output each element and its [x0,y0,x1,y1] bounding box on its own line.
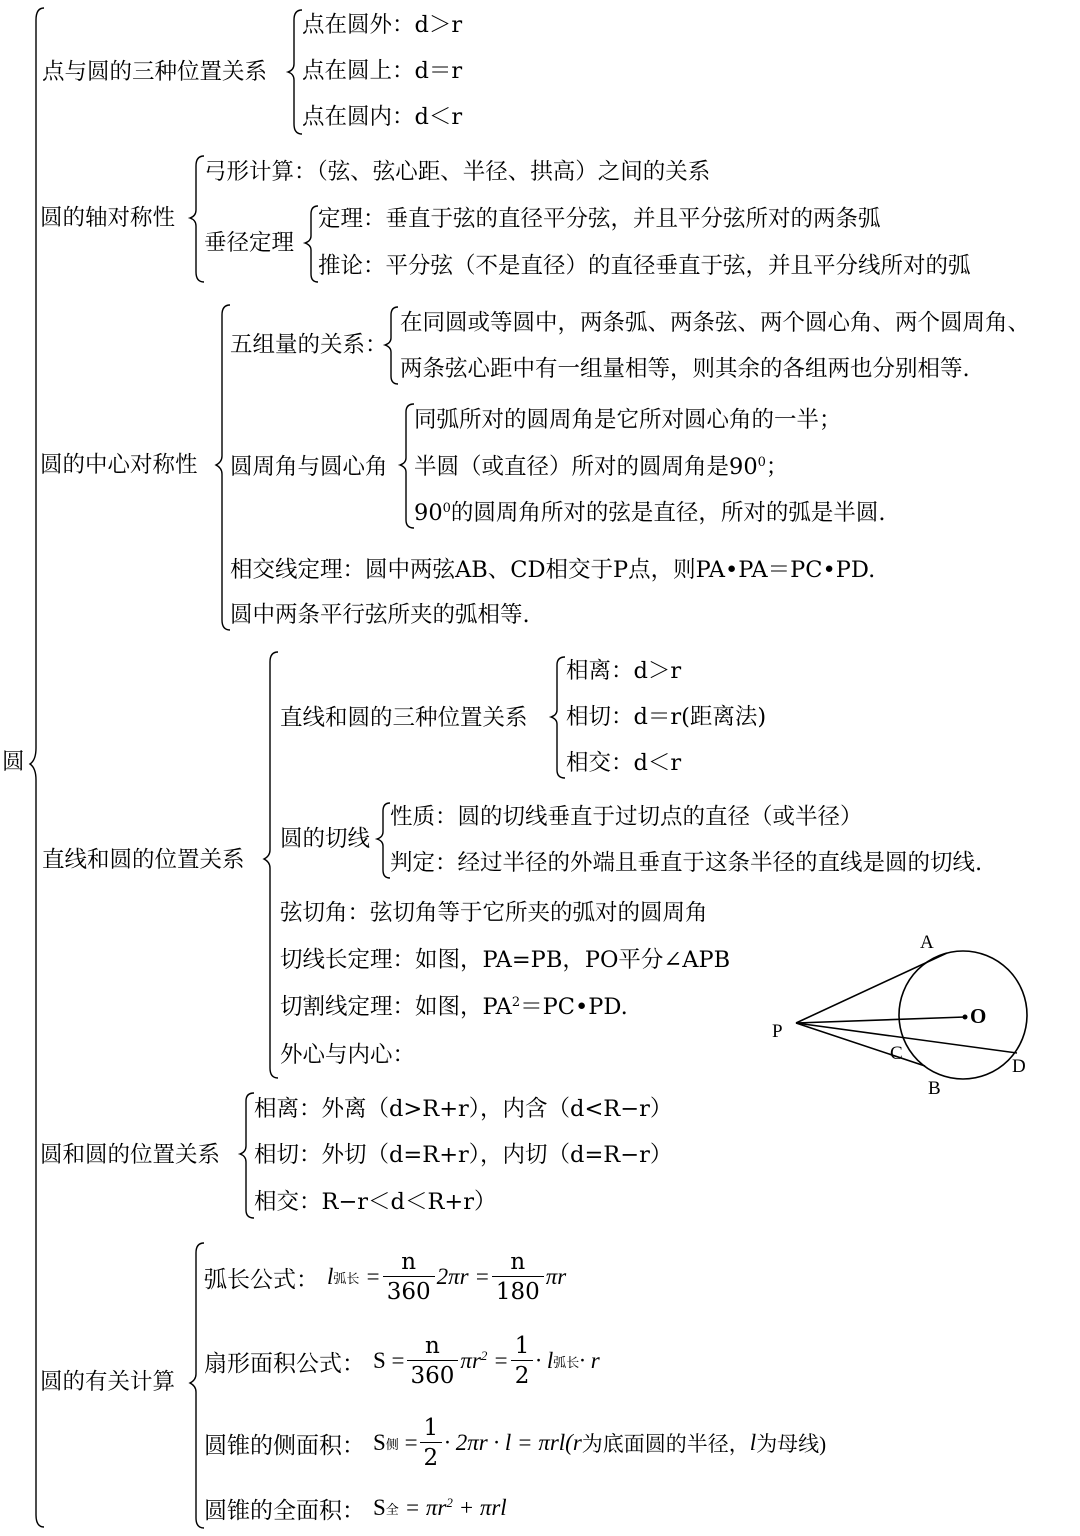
sector-den-1: 360 [410,1362,455,1389]
arc-num-2: n [492,1248,544,1277]
arc-num-1: n [383,1248,435,1277]
cone-den: 2 [423,1444,439,1471]
arc-den-1: 360 [386,1278,431,1305]
degree-sup: 0 [757,455,766,470]
circumcenter-incenter: 外心与内心： [280,1042,416,1068]
sector-den-2: 2 [514,1362,530,1389]
chord-tangent-angle: 弦切角：弦切角等于它所夹的弧对的圆周角 [280,900,708,926]
tangent-property: 性质：圆的切线垂直于过切点的直径（或半径） [390,804,863,830]
perp-corollary: 推论：平分弦（不是直径）的直径垂直于弦，并且平分线所对的弧 [318,253,971,279]
arc-length-label: 弧长公式： [204,1266,319,1293]
deg-base: 90 [414,500,443,526]
root-title: 圆 [2,749,25,775]
circle-o [899,951,1027,1079]
secant-sup: 2 [511,995,521,1010]
label-o: O [970,1004,987,1028]
point-outside: 点在圆外：d＞r [302,12,463,38]
cone-total-label: 圆锥的全面积： [204,1497,365,1524]
secant-pre: 切割线定理：如图，PA [280,994,512,1020]
tangent-criterion: 判定：经过半径的外端且垂直于这条半径的直线是圆的切线. [390,850,983,876]
angle-line-2 [414,452,788,482]
arc-length-formula: 弧长公式： l 弧长 = $\frac{n}{360}$ 2πr = $\frac{n}{180}$ πr [204,1248,567,1305]
three-relations: 直线和圆的三种位置关系 [280,705,528,731]
circles-separate: 相离：外离（d>R+r），内含（d<R−r） [254,1096,673,1122]
sector-area-formula: 扇形面积公式： S = $\frac{n}{360}$ $\pi r^2$ = $\frac{1}{2}$ · l 弧长 · r [204,1332,600,1389]
point-on: 点在圆上：d＝r [302,58,463,84]
cone-side-sub: 侧 [385,1437,399,1453]
line-separate: 相离：d＞r [566,658,682,684]
tangent-title: 圆的切线 [280,826,371,852]
sector-num-1: n [407,1332,459,1361]
angle-line-3-text: 的圆周角所对的弦是直径，所对的弧是半圆. [450,500,886,526]
inscribed-central-angle: 圆周角与圆心角 [230,454,388,480]
degree-sup-2: 0 [442,501,451,516]
circle-circle-title: 圆和圆的位置关系 [40,1142,221,1168]
point-inside: 点在圆内：d＜r [302,104,463,130]
line-circle-title: 直线和圆的位置关系 [42,847,245,873]
central-symmetry-title: 圆的中心对称性 [40,452,198,478]
tangent-diagram [760,925,1060,1110]
point-circle-title: 点与圆的三种位置关系 [42,59,268,85]
line-tangent: 相切：d＝r(距离法) [566,704,767,730]
bow-calc: 弓形计算：（弦、弦心距、半径、拱高）之间的关系 [204,159,711,185]
secant-post: ＝PC•PD. [520,994,628,1020]
tangent-pa [796,953,947,1023]
angle-line-3 [414,498,886,528]
circles-tangent: 相切：外切（d=R+r），内切（d=R−r） [254,1142,673,1168]
label-p: P [772,1021,783,1042]
label-d: D [1012,1056,1026,1077]
sector-label: 扇形面积公式： [204,1350,365,1377]
cone-lateral-formula: 圆锥的侧面积： S 侧 = $\frac{1}{2}$ · 2πr · l = πrl(r 为底面圆的半径， l 为母线) [204,1414,827,1471]
tangent-length: 切线长定理：如图，PA=PB，PO平分∠APB [280,947,731,973]
cone-side-label: 圆锥的侧面积： [204,1432,365,1459]
circles-intersect: 相交：R−r＜d＜R+r） [254,1189,497,1215]
cone-num: 1 [420,1414,443,1443]
sector-sub: 弧长 [553,1355,580,1371]
label-a: A [920,932,934,953]
label-c: C [890,1043,903,1064]
center-dot [963,1015,968,1020]
angle-line-2-text: 半圆（或直径）所对的圆周角是90 [414,454,758,480]
line-po [796,1017,965,1023]
five-line-1: 在同圆或等圆中，两条弧、两条弦、两个圆心角、两个圆周角、 [400,310,1031,336]
axial-symmetry-title: 圆的轴对称性 [40,205,176,231]
angle-line-2-end: ； [765,454,789,480]
parallel-chords: 圆中两条平行弦所夹的弧相等. [230,602,530,628]
cone-total-formula: 圆锥的全面积： S 全 = $\pi r^2 + \pi rl$ [204,1488,507,1528]
sector-num-2: 1 [511,1332,534,1361]
label-b: B [928,1078,941,1099]
arc-sub: 弧长 [333,1271,360,1287]
perp-diameter: 垂径定理 [204,230,295,256]
calculation-title: 圆的有关计算 [40,1369,176,1395]
line-intersect: 相交：d＜r [566,750,682,776]
five-groups: 五组量的关系： [230,332,388,358]
intersecting-chords: 相交线定理：圆中两弦AB、CD相交于P点，则PA•PA＝PC•PD. [230,557,876,583]
cone-total-sub: 全 [385,1502,399,1518]
arc-den-2: 180 [495,1278,540,1305]
five-line-2: 两条弦心距中有一组量相等，则其余的各组两也分别相等. [400,356,970,382]
perp-theorem: 定理：垂直于弦的直径平分弦，并且平分弦所对的两条弧 [318,206,881,232]
angle-line-1: 同弧所对的圆周角是它所对圆心角的一半； [414,407,842,433]
cone-note-2: 为母线) [756,1432,827,1456]
secant-theorem [280,992,628,1022]
cone-note: 为底面圆的半径， [581,1432,750,1456]
